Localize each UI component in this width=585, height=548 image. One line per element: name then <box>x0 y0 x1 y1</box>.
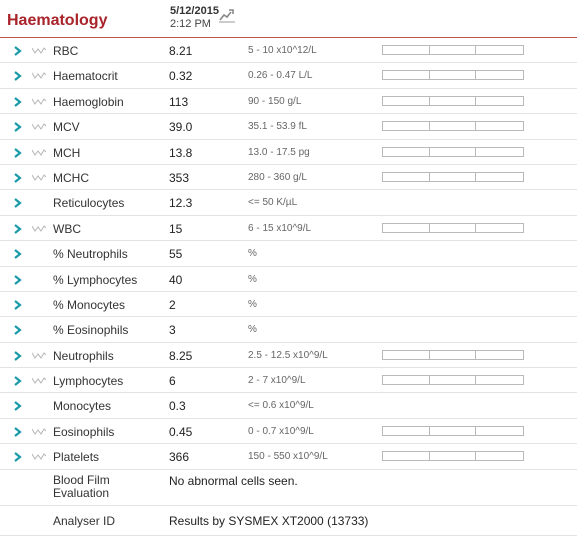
reference-range: <= 50 K/µL <box>248 197 298 209</box>
result-row[interactable] <box>0 216 577 241</box>
result-date: 5/12/2015 <box>170 5 219 17</box>
test-value: 113 <box>169 94 189 109</box>
comment-value: No abnormal cells seen. <box>169 473 298 488</box>
result-row[interactable] <box>0 419 577 444</box>
reference-range: 6 - 15 x10^9/L <box>248 222 312 234</box>
test-name: Haemoglobin <box>53 94 124 109</box>
result-row[interactable] <box>0 267 577 292</box>
chevron-right-icon[interactable] <box>13 46 22 56</box>
result-row[interactable] <box>0 140 577 165</box>
chevron-right-icon[interactable] <box>13 97 22 107</box>
reference-range: % <box>248 273 257 285</box>
chevron-right-icon[interactable] <box>13 71 22 81</box>
chevron-right-icon[interactable] <box>13 351 22 361</box>
result-row[interactable] <box>0 444 577 469</box>
result-row[interactable] <box>0 393 577 418</box>
test-value: 39.0 <box>169 120 193 135</box>
test-value: 366 <box>169 450 190 465</box>
trend-sparkline-icon[interactable] <box>32 47 46 54</box>
reference-range: 0.26 - 0.47 L/L <box>248 70 313 82</box>
test-name: Neutrophils <box>53 348 114 363</box>
test-value: 55 <box>169 247 183 262</box>
chevron-right-icon[interactable] <box>13 427 22 437</box>
test-name: MCHC <box>53 170 89 185</box>
chevron-right-icon[interactable] <box>13 249 22 259</box>
trend-sparkline-icon[interactable] <box>32 98 46 105</box>
test-name: % Neutrophils <box>53 247 128 262</box>
trend-sparkline-icon[interactable] <box>32 174 46 181</box>
trend-sparkline-icon[interactable] <box>32 453 46 460</box>
test-name: % Lymphocytes <box>53 272 138 287</box>
test-name: RBC <box>53 44 79 58</box>
test-value: 12.3 <box>169 196 193 211</box>
reference-range: 0 - 0.7 x10^9/L <box>248 425 314 437</box>
reference-range: 35.1 - 53.9 fL <box>248 121 307 133</box>
test-name: WBC <box>53 221 81 236</box>
range-gauge <box>382 350 524 360</box>
comment-label: Blood Film Evaluation <box>53 472 110 500</box>
chevron-right-icon[interactable] <box>13 325 22 335</box>
test-name: Haematocrit <box>53 69 118 84</box>
reference-range: % <box>248 248 257 260</box>
test-value: 0.3 <box>169 399 186 414</box>
result-row[interactable] <box>0 190 577 215</box>
test-value: 2 <box>169 297 176 312</box>
panel-header <box>0 0 577 38</box>
chevron-right-icon[interactable] <box>13 224 22 234</box>
trend-sparkline-icon[interactable] <box>32 428 46 435</box>
reference-range: <= 0.6 x10^9/L <box>248 400 314 412</box>
panel-title: Haematology <box>7 12 108 29</box>
range-gauge <box>382 172 524 182</box>
range-gauge <box>382 70 524 80</box>
chevron-right-icon[interactable] <box>13 148 22 158</box>
reference-range: 2 - 7 x10^9/L <box>248 375 306 387</box>
result-time: 2:12 PM <box>170 18 211 30</box>
test-value: 13.8 <box>169 145 193 160</box>
trend-sparkline-icon[interactable] <box>32 225 46 232</box>
test-value: 15 <box>169 221 183 236</box>
range-gauge <box>382 96 524 106</box>
result-row[interactable] <box>0 343 577 368</box>
comment-row <box>0 506 577 536</box>
chevron-right-icon[interactable] <box>13 198 22 208</box>
test-value: 353 <box>169 170 190 185</box>
result-row[interactable] <box>0 241 577 266</box>
test-value: 0.32 <box>169 69 193 84</box>
test-name: Reticulocytes <box>53 196 125 211</box>
result-row[interactable] <box>0 165 577 190</box>
reference-range: 5 - 10 x10^12/L <box>248 45 317 56</box>
range-gauge <box>382 426 524 436</box>
reference-range: % <box>248 298 257 310</box>
results-table <box>0 38 577 536</box>
reference-range: 150 - 550 x10^9/L <box>248 451 328 463</box>
reference-range: 13.0 - 17.5 pg <box>248 146 310 158</box>
chevron-right-icon[interactable] <box>13 376 22 386</box>
test-value: 8.25 <box>169 348 193 363</box>
reference-range: % <box>248 324 257 336</box>
test-name: Eosinophils <box>53 424 115 439</box>
range-gauge <box>382 147 524 157</box>
trend-sparkline-icon[interactable] <box>32 352 46 359</box>
range-gauge <box>382 121 524 131</box>
test-name: Monocytes <box>53 399 112 414</box>
test-value: 8.21 <box>169 44 193 58</box>
reference-range: 90 - 150 g/L <box>248 95 302 107</box>
result-row[interactable] <box>0 63 577 88</box>
trend-sparkline-icon[interactable] <box>32 123 46 130</box>
trend-sparkline-icon[interactable] <box>32 72 46 79</box>
result-row[interactable] <box>0 368 577 393</box>
test-name: Platelets <box>53 450 100 465</box>
result-row[interactable] <box>0 317 577 342</box>
result-row[interactable] <box>0 114 577 139</box>
range-gauge <box>382 45 524 55</box>
range-gauge <box>382 223 524 233</box>
chevron-right-icon[interactable] <box>13 275 22 285</box>
chart-link-icon[interactable] <box>218 7 236 23</box>
test-value: 6 <box>169 374 176 389</box>
reference-range: 280 - 360 g/L <box>248 171 307 183</box>
test-name: Lymphocytes <box>53 374 124 389</box>
test-value: 40 <box>169 272 183 287</box>
comment-label: Analyser ID <box>53 513 116 528</box>
test-value: 3 <box>169 323 176 338</box>
test-name: % Monocytes <box>53 297 126 312</box>
reference-range: 2.5 - 12.5 x10^9/L <box>248 349 328 361</box>
trend-sparkline-icon[interactable] <box>32 377 46 384</box>
comment-row <box>0 470 577 506</box>
range-gauge <box>382 375 524 385</box>
chevron-right-icon[interactable] <box>13 401 22 411</box>
test-name: % Eosinophils <box>53 323 129 338</box>
test-value: 0.45 <box>169 424 193 439</box>
chevron-right-icon[interactable] <box>13 122 22 132</box>
chevron-right-icon[interactable] <box>13 452 22 462</box>
result-row[interactable] <box>0 292 577 317</box>
test-name: MCH <box>53 145 81 160</box>
chevron-right-icon[interactable] <box>13 300 22 310</box>
test-name: MCV <box>53 120 80 135</box>
result-row[interactable] <box>0 89 577 114</box>
result-row[interactable] <box>0 38 577 63</box>
comment-value: Results by SYSMEX XT2000 (13733) <box>169 513 369 528</box>
chevron-right-icon[interactable] <box>13 173 22 183</box>
range-gauge <box>382 451 524 461</box>
trend-sparkline-icon[interactable] <box>32 149 46 156</box>
